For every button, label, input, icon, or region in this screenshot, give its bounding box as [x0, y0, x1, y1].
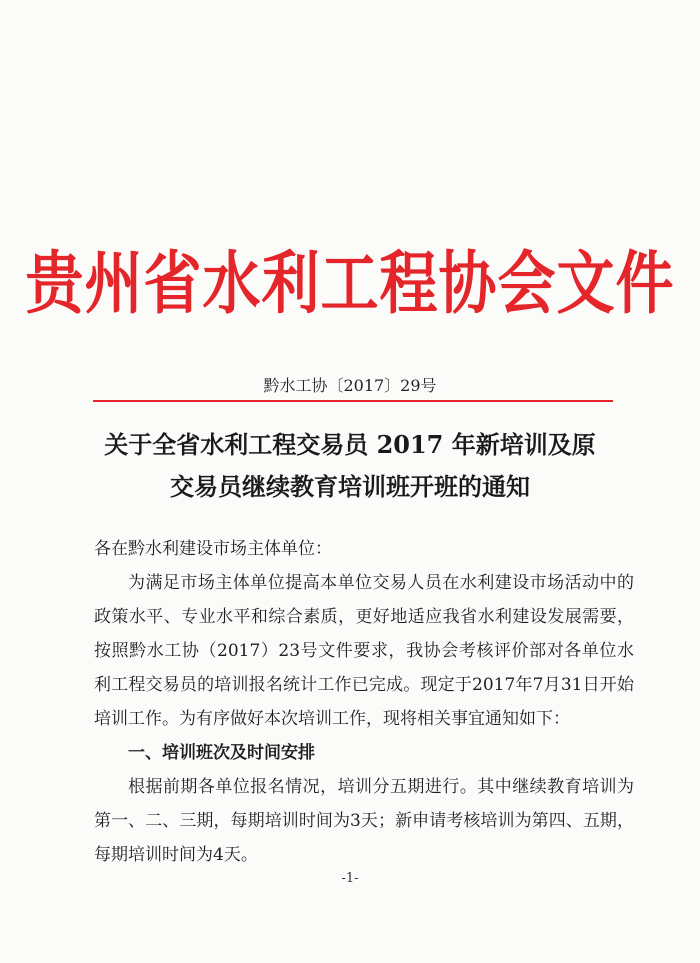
section-heading-1: 一、培训班次及时间安排 — [128, 743, 315, 763]
notice-body — [94, 532, 634, 872]
body-paragraph-2: 根据前期各单位报名情况，培训分五期进行。其中继续教育培训为第一、二、三期，每期培训时间为3天；新申请考核培训为第四、五期，每期培训时间为4天。 — [94, 777, 634, 865]
notice-title-line-1: 关于全省水利工程交易员 2017 年新培训及原 — [104, 430, 596, 459]
salutation: 各在黔水利建设市场主体单位： — [94, 539, 332, 559]
org-header-title: 贵州省水利工程协会文件 — [25, 243, 675, 324]
document-number: 黔水工协〔2017〕29号 — [263, 376, 437, 395]
page-number: -1- — [341, 871, 359, 886]
notice-title — [60, 424, 640, 508]
body-paragraph-1: 为满足市场主体单位提高本单位交易人员在水利建设市场活动中的政策水平、专业水平和综合素质，更好地适应我省水利建设发展需要，按照黔水工协（2017）23号文件要求，我协会考核评价部对各单位水利工程交易员的培训报名统计工作已完成。现定于2017年7月31日开始培训工作。为有序做好本次培训工作，现将相关事宜通知如下： — [94, 573, 634, 729]
notice-title-line-2: 交易员继续教育培训班开班的通知 — [170, 472, 530, 501]
red-separator-line — [93, 400, 613, 402]
